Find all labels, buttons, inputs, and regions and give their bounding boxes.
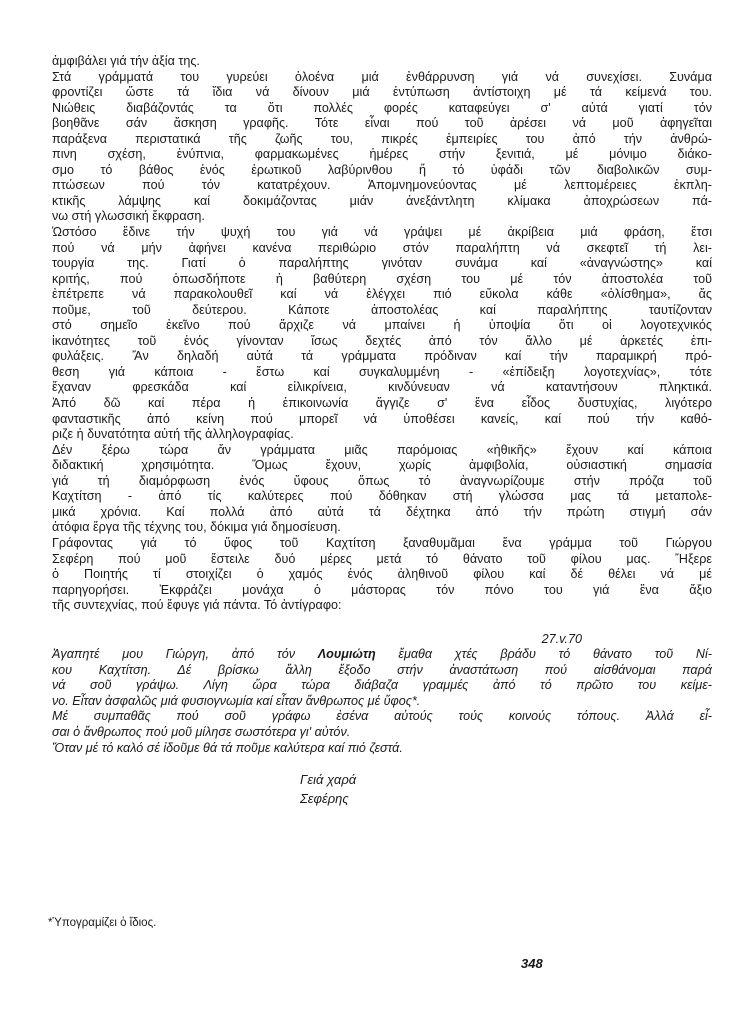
letter-line: Μέ συμπαθᾶς πού σοῦ γράφω ἐσένα αὐτούς τούς κοινούς τόπους. Ἀλλά εἶ- — [52, 709, 712, 724]
letter-line: κου Καχτίτση. Δέ βρίσκω ἄλλη ἔξοδο στήν ἀναστάτωση πού αἰσθάνομαι παρά — [52, 662, 712, 677]
letter-signer: Σεφέρης — [300, 791, 349, 807]
letter-line: σαι ὁ ἄνθρωπος πού μοῦ μίλησε σωστότερα γι' αὐτόν. — [52, 724, 351, 739]
text-line: παράξενα περιστατικά τῆς ζωῆς του, πικρές ἐμπειρίες του ἀπό τήν ἀνθρώ- — [52, 131, 712, 146]
text-line: ἀμφιβάλει γιά τήν ἀξία της. — [52, 54, 200, 68]
letter-text: Ἀγαπητέ μου Γιώργη, ἀπό τόν — [52, 647, 318, 662]
letter-bold-name: Λουμιώτη — [317, 647, 376, 662]
text-line: στό σημεῖο ἐκεῖνο πού ἄρχιζε νά μπαίνει ἡ ὑποψία ὅτι οἱ λογοτεχνικός — [52, 318, 712, 333]
letter-date: 27.v.70 — [541, 631, 582, 646]
text-line: βοηθᾶνε σάν ἄσκηση γραφῆς. Τότε εἶναι πού τοῦ ἀρέσει νά μοῦ ἀφηγεῖται — [52, 116, 712, 131]
text-line: κριτής, πού ὁπωσδήποτε ἡ βαθύτερη σχέση του μέ τόν ἀποστολέα τοῦ — [52, 271, 712, 286]
letter-closing: Γειά χαρά — [300, 772, 357, 788]
text-line: τῆς συντεχνίας, πού ἔφυγε γιά πάντα. Τό ἀντίγραφο: — [52, 598, 342, 613]
text-line: Νιώθεις διαβάζοντάς τα ὅτι πολλές φορές καταφεύγει σ' αὐτά γιατί τόν — [52, 100, 712, 115]
text-line: φυλάξεις. Ἄν δηλαδή αὐτά τά γράμματα πρόδιναν καί τήν παραμικρή πρό- — [52, 349, 712, 364]
text-line: γιά τή διαμόρφωση ἑνός ὕφους ὅπως τό ἀναγνωρίζουμε στήν πρόζα τοῦ — [52, 473, 712, 488]
text-line: μικά χρόνια. Καί πολλά ἀπό αὐτά τά δέχτηκα ἀπό τήν πρώτη στιγμή σάν — [52, 504, 712, 519]
text-line: φανταστικῆς ἀπό κείνη πού μπορεῖ νά ὑποθέσει κανείς, καί πού τήν καθό- — [52, 411, 712, 426]
text-line: Σεφέρη πού μοῦ ἔστειλε δυό μέρες μετά τό θάνατο τοῦ φίλου μας. Ἤξερε — [52, 551, 712, 566]
paragraph — [52, 70, 712, 225]
letter-line — [52, 647, 712, 663]
text-line: ἀτόφια ἔργα τῆς τέχνης του, δόκιμα γιά δημοσίευση. — [52, 520, 341, 535]
page-body — [52, 54, 712, 808]
main-text — [52, 54, 712, 614]
text-line: τουργία της. Γιατί ὁ παραλήπτης γινόταν συνάμα καί «ἀναγνώστης» καί — [52, 256, 712, 271]
text-line: παρηγορήσει. Ἐκφράζει μονάχα ὁ μάστορας τόν πόνο του γιά ἕνα ἄξιο — [52, 582, 712, 597]
text-line: διδακτική χρησιμότητα. Ὅμως ἔχουν, χωρίς ἀμφιβολία, οὐσιαστική σημασία — [52, 458, 712, 473]
text-line: ὁ Ποιητής τί στοιχίζει ὁ χαμός ἑνός ἀληθινοῦ φίλου καί δέ θέλει νά μέ — [52, 567, 712, 582]
text-line: πού νά μήν ἀφήνει κανένα περιθώριο στόν παραλήπτη νά σκεφτεῖ τή λει- — [52, 240, 712, 255]
letter-text: ἔμαθα χτές βράδυ τό θάνατο τοῦ Νί- — [375, 647, 712, 662]
letter-signature — [52, 770, 712, 808]
text-line: πινη σχέση, ἐνύπνια, φαρμακωμένες ἡμέρες στήν ξενιτιά, μέ μόνιμο διάκο- — [52, 147, 712, 162]
text-line: πτώσεων πού τόν κατατρέχουν. Ἀπομνημονεύοντας μέ λεπτομέρειες ἐκπλη- — [52, 178, 712, 193]
text-line: ριζε ἡ δυνατότητα αὐτή τῆς ἀλληλογραφίας. — [52, 427, 294, 442]
paragraph — [52, 443, 712, 536]
letter-line: νά σοῦ γράψω. Λίγη ὥρα τώρα διάβαζα γραμμές ἀπό τό πρῶτο του κείμε- — [52, 678, 712, 693]
paragraph — [52, 536, 712, 614]
text-line: Δέν ξέρω τώρα ἄν γράμματα μιᾶς παρόμοιας «ἠθικῆς» ἔχουν καί κάποια — [52, 442, 712, 457]
paragraph — [52, 54, 712, 70]
text-line: φροντίζει ὥστε τά ἴδια νά δίνουν μιά ἐντύπωση ἀντίστοιχη μέ τά κείμενά του. — [52, 85, 712, 100]
text-line: σμο τό βάθος ἑνός ἐρωτικοῦ λαβύρινθου ἤ τό ὑφάδι τῶν διαβολικῶν συμ- — [52, 162, 712, 177]
page-number: 348 — [521, 956, 543, 971]
text-line: κτικῆς λάμψης καί δοκιμάζοντας μιάν ἀνεξάντλητη κλίμακα ἀποχρώσεων πά- — [52, 193, 712, 208]
text-line: Στά γράμματά του γυρεύει ὁλοένα μιά ἐνθάρρυνση γιά νά συνεχίσει. Συνάμα — [52, 69, 712, 84]
text-line: ἱκανότητες τοῦ ἑνός γίνονταν ἴσως δεχτές ἀπό τόν ἄλλο μέ ἀρκετές ἐπι- — [52, 333, 712, 348]
text-line: νω στή γλωσσική ἔκφραση. — [52, 209, 205, 224]
footnote: *Ὑπογραμίζει ὁ ἴδιος. — [48, 917, 157, 929]
letter-line: νο. Εἶταν ἀσφαλῶς μιά φυσιογνωμία καί εἶταν ἄνθρωπος μέ ὕφος*. — [52, 693, 421, 708]
text-line: ἔχαναν φρεσκάδα καί εἰλικρίνεια, κινδύνευαν νά καταντήσουν πληκτικά. — [52, 380, 712, 395]
text-line: ἐπέτρεπε νά παρακολουθεῖ καί νά ἐλέγχει πιό εὔκολα κάθε «ὀλίσθημα», ἄς — [52, 287, 712, 302]
text-line: ποῦμε, τοῦ δεύτερου. Κάποτε ἀποστολέας καί παραλήπτης ταυτίζονταν — [52, 302, 712, 317]
paragraph — [52, 225, 712, 443]
text-line: θεση γιά κάποια - ἔστω καί συγκαλυμμένη - «ἐπίδειξη λογοτεχνίας», τότε — [52, 364, 712, 379]
letter-line: Ὅταν μέ τό καλό σέ ἰδοῦμε θά τά ποῦμε καλύτερα καί πιό ζεστά. — [52, 740, 403, 755]
text-line: Ὡστόσο ἔδινε τήν ψυχή του γιά νά γράψει μέ ἀκρίβεια μιά φράση, ἔτσι — [52, 225, 712, 240]
text-line: Ἀπό δῶ καί πέρα ἡ ἐπικοινωνία ἄγγιζε σ' ἕνα εἶδος δυστυχίας, λιγότερο — [52, 396, 712, 411]
text-line: Γράφοντας γιά τό ὕφος τοῦ Καχτίτση ξαναθυμᾶμαι ἕνα γράμμα τοῦ Γιώργου — [52, 535, 712, 550]
text-line: Καχτίτση - ἀπό τίς καλύτερες πού δόθηκαν στή γλώσσα μας τά μεταπολε- — [52, 489, 712, 504]
letter-copy — [52, 632, 712, 808]
